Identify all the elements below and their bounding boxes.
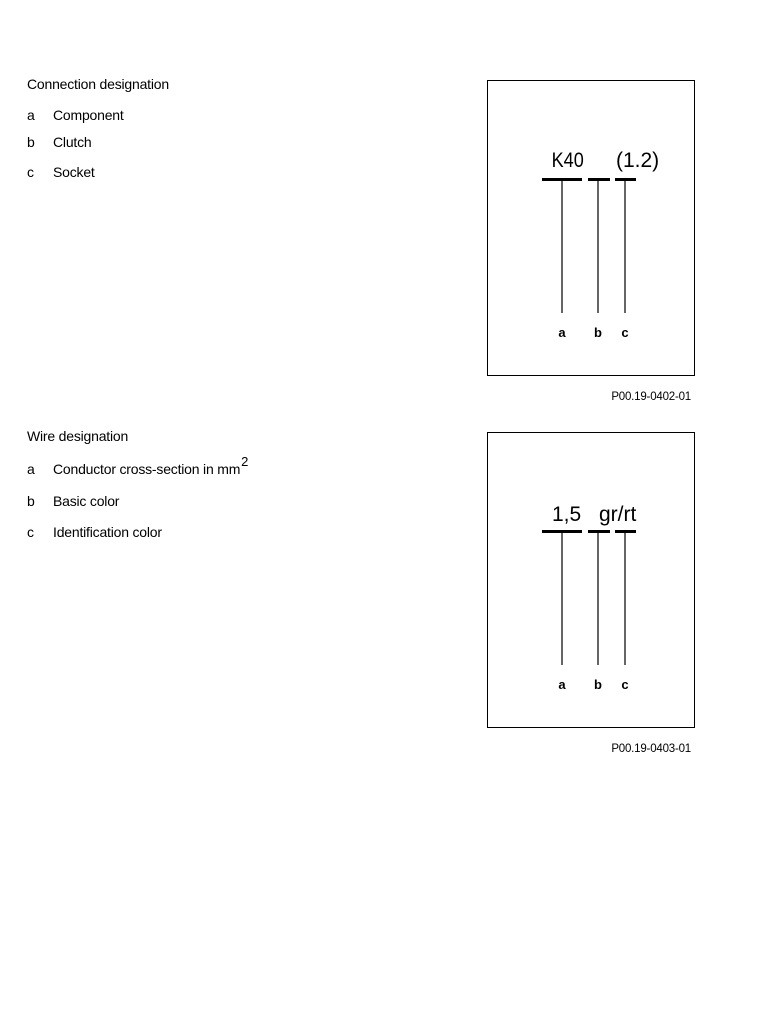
- connection-figure-code: P00.19-0402-01: [611, 391, 691, 403]
- label-b: b: [594, 325, 602, 340]
- legend-label: Identification color: [53, 524, 162, 540]
- label-b: b: [594, 677, 602, 692]
- connection-designation-title: Connection designation: [27, 76, 169, 92]
- superscript-two: 2: [241, 454, 249, 469]
- legend-label: [53, 454, 249, 477]
- legend-key: b: [27, 134, 35, 150]
- legend-key: c: [27, 524, 34, 540]
- label-c: c: [621, 677, 629, 692]
- connection-legend-item-c: [27, 164, 95, 180]
- legend-label: Basic color: [53, 493, 120, 509]
- wire-diagram: [488, 433, 694, 727]
- cross-section-text: 1,5: [552, 503, 582, 526]
- connection-legend-item-a: [27, 107, 124, 123]
- legend-key: b: [27, 493, 35, 509]
- connection-designation-figure: [487, 80, 695, 376]
- basic-color-underline: [588, 530, 610, 533]
- legend-key: a: [27, 107, 35, 123]
- legend-label-text: Conductor cross-section in mm: [53, 461, 241, 477]
- label-c: c: [621, 325, 629, 340]
- cross-section-underline: [542, 530, 582, 533]
- wire-legend-item-c: [27, 524, 162, 540]
- legend-key: a: [27, 461, 35, 477]
- wire-figure-code: P00.19-0403-01: [611, 743, 691, 755]
- component-underline: [542, 178, 582, 181]
- legend-label: Component: [53, 107, 124, 123]
- wire-legend-item-a: [27, 454, 249, 477]
- legend-key: c: [27, 164, 34, 180]
- wire-designation-title: Wire designation: [27, 428, 129, 444]
- identification-color-underline: [615, 530, 636, 533]
- clutch-underline: [588, 178, 610, 181]
- connection-diagram: [488, 81, 694, 375]
- socket-underline: [615, 178, 636, 181]
- color-code-text: gr/rt: [599, 503, 637, 526]
- legend-label: Clutch: [53, 134, 92, 150]
- clutch-socket-designation-text: (1.2): [616, 149, 660, 172]
- component-designation-text: K40: [551, 148, 584, 173]
- connection-legend-item-b: [27, 134, 91, 150]
- legend-label: Socket: [53, 164, 95, 180]
- wire-legend-item-b: [27, 493, 119, 509]
- label-a: a: [558, 677, 566, 692]
- label-a: a: [558, 325, 566, 340]
- wire-designation-figure: [487, 432, 695, 728]
